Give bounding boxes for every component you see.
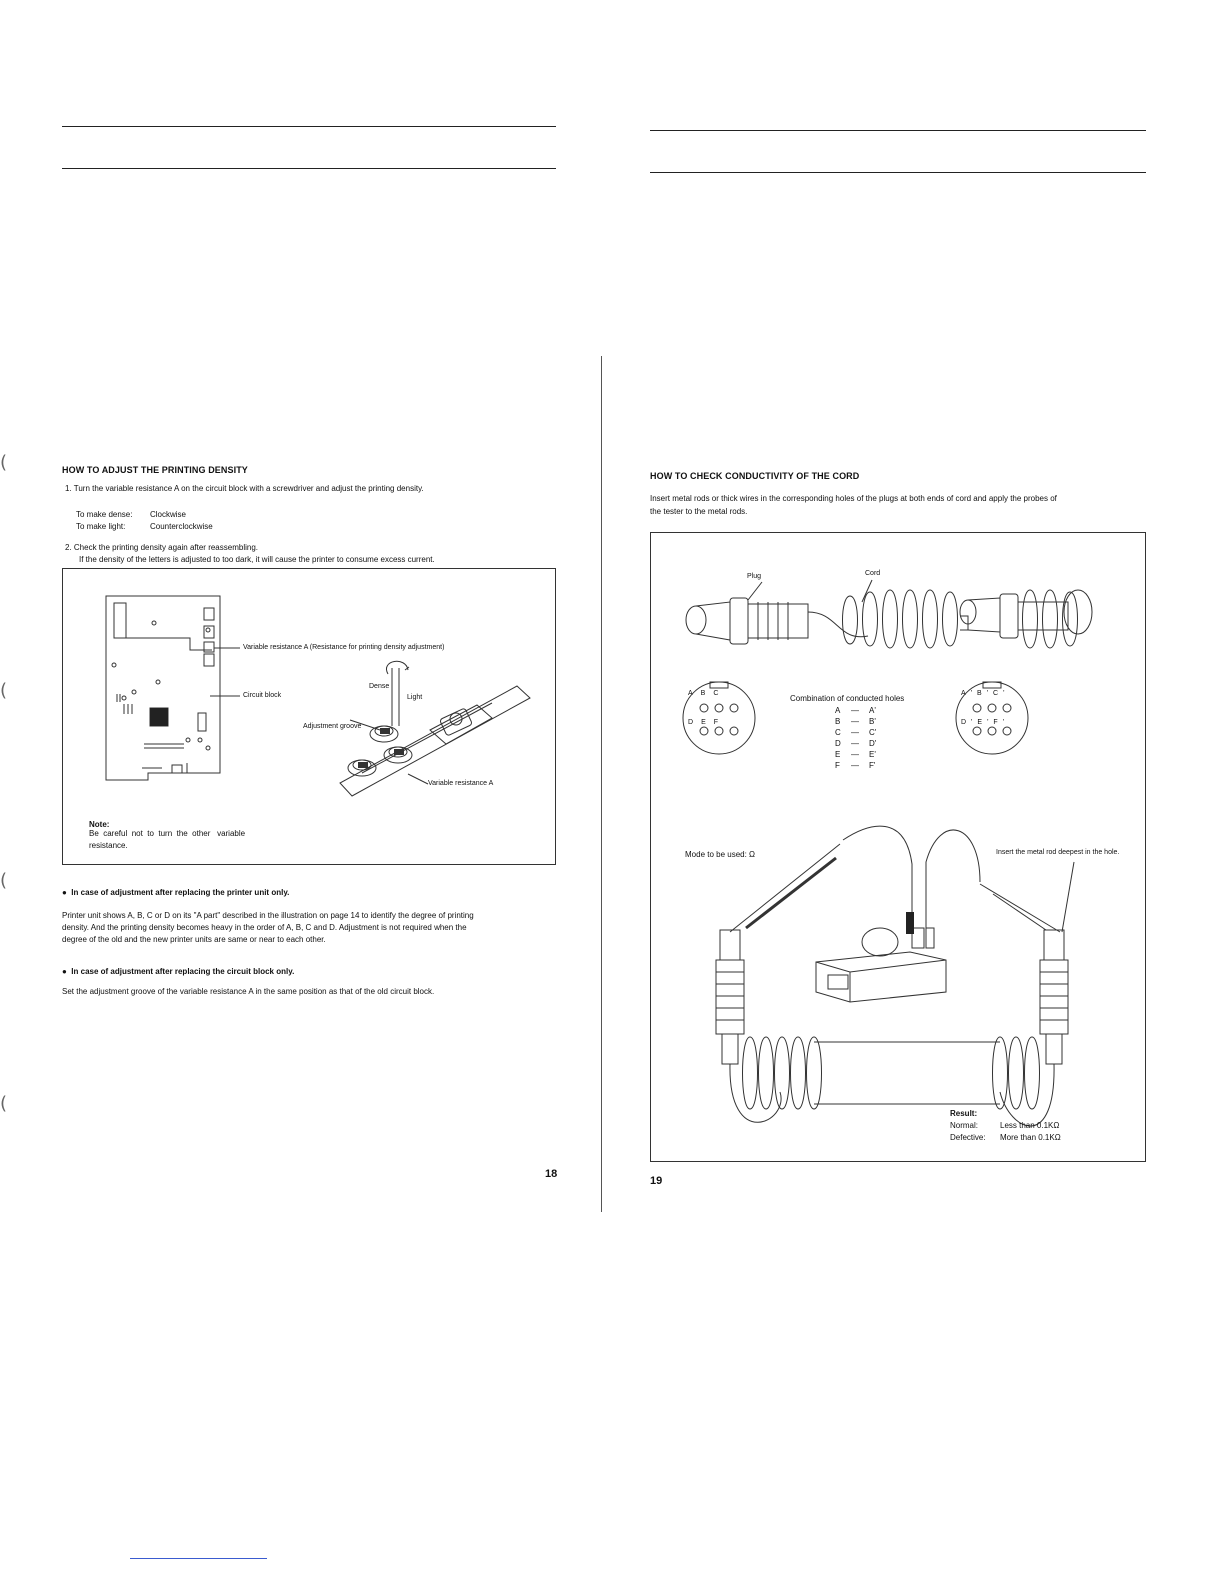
header-rule	[650, 130, 1146, 131]
normal-value: Less than 0.1KΩ	[1000, 1121, 1060, 1130]
step-1: 1. Turn the variable resistance A on the circuit block with a screwdriver and adjust the printing density.	[65, 484, 424, 493]
mode-label: Mode to be used: Ω	[685, 850, 756, 859]
light-direction-label: Light	[407, 694, 423, 701]
binding-hole-mark: (	[0, 870, 8, 891]
page-divider	[601, 356, 602, 1212]
binding-hole-mark: (	[0, 452, 8, 473]
note-text: Be careful not to turn the other variable	[89, 829, 246, 838]
binding-hole-mark: (	[0, 680, 8, 701]
intro-text: the tester to the metal rods.	[650, 507, 748, 516]
dense-value: Clockwise	[150, 510, 187, 519]
right-socket-row1: A'B'C'	[961, 690, 1010, 697]
note-title: Note:	[89, 820, 110, 829]
dense-label: To make dense:	[76, 510, 133, 519]
circuit-block-label: Circuit block	[243, 692, 282, 699]
cord-and-tester-illustration	[650, 532, 1146, 1162]
bullet-1-text: Printer unit shows A, B, C or D on its "A part" described in the illustration on page 14 to identify the degree of printing	[62, 911, 474, 920]
bullet-2-title: ● In case of adjustment after replacing the circuit block only.	[62, 967, 295, 976]
dense-direction-label: Dense	[369, 683, 390, 690]
header-rule	[650, 172, 1146, 173]
right-socket-row2: D'E'F'	[961, 719, 1010, 726]
combination-title: Combination of conducted holes	[790, 694, 905, 703]
link-underline	[130, 1558, 267, 1559]
intro-text: Insert metal rods or thick wires in the corresponding holes of the plugs at both ends of cord and apply the probes of	[650, 494, 1057, 503]
circuit-block-illustration	[62, 568, 556, 865]
plug-label: Plug	[747, 573, 762, 580]
combination-list: A — A' B — B' C — C' D — D' E — E' F — F'	[835, 706, 877, 770]
step-2: 2. Check the printing density again after reassembling.	[65, 543, 258, 552]
light-value: Counterclockwise	[150, 522, 213, 531]
section-heading: HOW TO ADJUST THE PRINTING DENSITY	[62, 465, 248, 475]
bullet-1-text: density. And the printing density becomes heavy in the order of A, B, C and D. Adjustment is not required when the	[62, 923, 467, 932]
bullet-1-title: ● In case of adjustment after replacing the printer unit only.	[62, 888, 290, 897]
variable-resistance-label: Variable resistance A (Resistance for printing density adjustment)	[243, 644, 445, 651]
section-heading: HOW TO CHECK CONDUCTIVITY OF THE CORD	[650, 471, 860, 481]
bullet-1-text: degree of the old and the new printer units are same or near to each other.	[62, 935, 326, 944]
header-rule	[62, 126, 556, 127]
defective-label: Defective:	[950, 1133, 986, 1142]
result-title: Result:	[950, 1109, 978, 1118]
cord-label: Cord	[865, 570, 881, 577]
header-rule	[62, 168, 556, 169]
left-socket-row2: DEF	[688, 719, 727, 726]
step-2-detail: If the density of the letters is adjusted to too dark, it will cause the printer to consume excess current.	[79, 555, 435, 564]
defective-value: More than 0.1KΩ	[1000, 1133, 1061, 1142]
normal-label: Normal:	[950, 1121, 979, 1130]
adjustment-groove-label: Adjustment groove	[303, 723, 362, 730]
insert-label: Insert the metal rod deepest in the hole.	[996, 849, 1120, 856]
left-socket-row1: ABC	[688, 690, 727, 697]
light-label: To make light:	[76, 522, 126, 531]
page-number: 18	[545, 1168, 558, 1180]
page-number: 19	[650, 1175, 663, 1187]
binding-hole-mark: (	[0, 1093, 8, 1114]
note-text-cont: resistance.	[89, 841, 128, 850]
bullet-2-text: Set the adjustment groove of the variable resistance A in the same position as that of the old circuit block.	[62, 987, 435, 996]
variable-resistance-a-label: Variable resistance A	[428, 780, 494, 787]
